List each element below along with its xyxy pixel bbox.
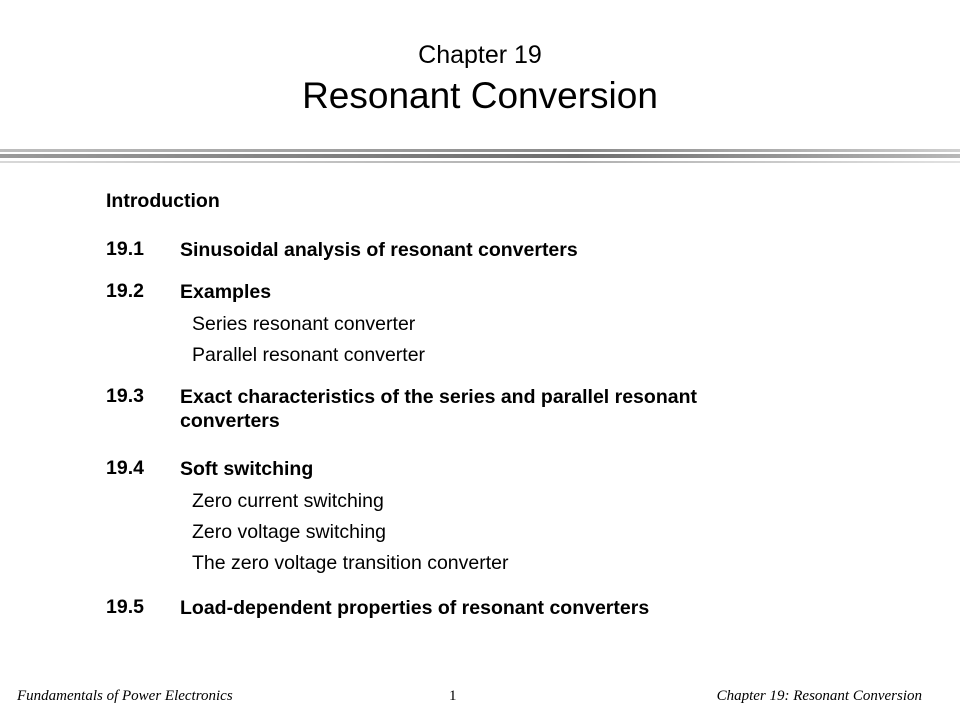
toc-section-number: 19.2 (106, 280, 144, 302)
footer-page-number: 1 (449, 688, 457, 704)
toc-section-number: 19.3 (106, 385, 144, 407)
header-divider-bottom (0, 161, 960, 163)
toc-subsection: Zero voltage switching (192, 521, 387, 543)
toc-introduction-label: Introduction (106, 190, 220, 212)
toc-section-number: 19.1 (106, 238, 144, 260)
toc-section-title: Load-dependent properties of resonant converters (180, 597, 650, 619)
toc-section-19-3 (106, 385, 906, 433)
toc-section-19-2 (106, 280, 906, 304)
header-divider-top (0, 149, 960, 152)
toc-section-title-line-2: converters (180, 410, 280, 432)
toc-subsection: Parallel resonant converter (192, 344, 426, 366)
chapter-label: Chapter 19 (418, 41, 542, 69)
toc-subsection: Series resonant converter (192, 313, 416, 335)
toc-subsection: Zero current switching (192, 490, 384, 512)
footer-chapter-title: Chapter 19: Resonant Conversion (716, 688, 922, 704)
toc-section-19-5 (106, 596, 906, 620)
toc-section-title: Soft switching (180, 458, 314, 480)
toc-section-19-4 (106, 457, 906, 481)
toc-section-title: Examples (180, 281, 272, 303)
toc-section-title-line-1: Exact characteristics of the series and parallel resonant (180, 386, 697, 408)
toc-introduction (106, 190, 220, 213)
toc-section-number: 19.5 (106, 596, 144, 618)
chapter-title: Resonant Conversion (302, 75, 658, 116)
toc-subsection: The zero voltage transition converter (192, 552, 509, 574)
footer-book-title: Fundamentals of Power Electronics (17, 688, 233, 704)
toc-section-number: 19.4 (106, 457, 144, 479)
header-divider-middle (0, 154, 960, 158)
toc-section-title: Sinusoidal analysis of resonant converters (180, 239, 578, 261)
toc-section-19-1 (106, 238, 906, 262)
